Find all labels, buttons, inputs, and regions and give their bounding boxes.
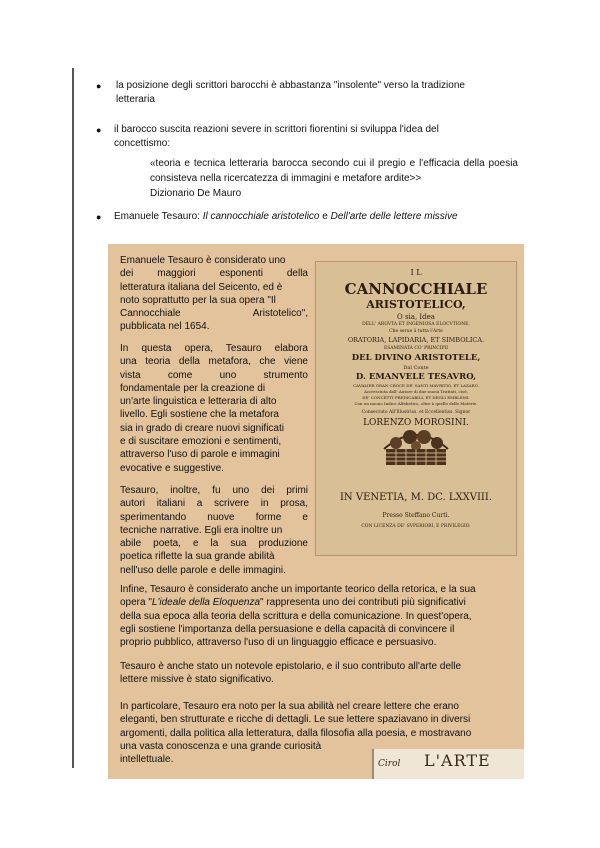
book-line: Accresciuta dall' Autore di due nuoui Trattati, cioè, (363, 389, 469, 394)
text-line: Tesauro, inoltre, fu uno dei primi (120, 485, 308, 496)
book-fragment-image (372, 749, 524, 779)
book-line: Dal Conte (403, 365, 429, 371)
book-line: DELL' ARGVTA ET INGENIOSA ELOCVTIONE, (362, 322, 470, 327)
flower-basket-ornament (366, 419, 466, 471)
text-line: tecniche narrative. Egli era inoltre un (120, 524, 283, 536)
bullet-line: la posizione degli scrittori barocchi è abbastanza "insolente" verso la tradizione (116, 80, 465, 91)
book-line: ARISTOTELICO, (366, 298, 466, 311)
bullet-dot-icon: ● (96, 212, 102, 222)
text-line (120, 596, 514, 609)
text-line: dei maggiori esponenti della (120, 268, 308, 280)
paragraph (120, 583, 514, 649)
text-line: poetica riflette la sua grande abilità (120, 551, 275, 563)
text-line: nell'uso delle parole e delle immagini. (120, 564, 286, 576)
book-line: D. EMANVELE TESAVRO, (355, 372, 477, 382)
text-line: intellettuale. (120, 754, 174, 766)
author-name: Emanuele Tesauro: (114, 211, 203, 222)
bullet-dot-icon: ● (96, 81, 102, 91)
paragraph (120, 484, 308, 577)
quote-text: «teoria e tecnica letteraria barocca secondo cui il pregio e l'efficacia della poesia consisteva nella ricercatezza di immagini e metafore ardite>> (150, 158, 518, 184)
image-text: L'ARTE (424, 751, 491, 770)
bullet-dot-icon: ● (96, 125, 102, 135)
book-line: ESAMINATA CO' PRINCIPII (383, 346, 449, 351)
book-line: CANNOCCHIALE (344, 280, 488, 298)
book-line: DEL DIVINO ARISTOTELE, (351, 353, 481, 363)
work-title: L'ideale della Eloquenza (151, 597, 261, 609)
text-line: vista come uno strumento (120, 369, 308, 381)
text-line: una teoria della metafora, che viene (120, 356, 308, 368)
text-line: proprio pubblico, attraverso l'uso di un linguaggio efficace e persuasivo. (120, 637, 437, 649)
book-title-page-image (315, 261, 517, 556)
text-line: Infine, Tesauro è considerato anche un importante teorico della retorica, e la sua (120, 584, 476, 595)
text-line: Emanuele Tesauro è considerato uno (120, 255, 286, 266)
text-line: noto soprattutto per la sua opera "Il (120, 294, 276, 306)
image-text: Cirol (378, 759, 401, 769)
work-title: Dell'arte delle lettere missive (330, 211, 458, 222)
book-line: I L (410, 268, 422, 277)
text-line: fondamentale per la creazione di (120, 382, 266, 394)
info-box (108, 244, 524, 779)
book-line: Che serue à tutta l'Arte (389, 329, 443, 334)
text-line: argomenti, dalla politica alla letteratura, dalla filosofia alla poesia, e mostravano (120, 727, 472, 739)
book-line: LORENZO MOROSINI. (363, 418, 469, 428)
text-line: abile poeta, e la sua produzione (120, 538, 308, 550)
text-line: Tesauro è anche stato un notevole epistolario, e il suo contributo all'arte delle (120, 661, 462, 672)
quote-source: Dizionario De Mauro (150, 188, 242, 199)
text-line: egli sostiene l'importanza della persuasione e della capacità di convincere il (120, 623, 455, 635)
book-line: CAVALIER GRAN CROCE DE' SANTI MAVRITIO, ET LAZARO. (353, 383, 479, 388)
text-line: livello. Egli sostiene che la metafora (120, 409, 279, 421)
text-line: pubblicata nel 1654. (120, 321, 210, 333)
text-line: sperimentando nuove forme e (120, 511, 308, 523)
text-line: Cannocchiale Aristotelico", (120, 308, 308, 320)
paragraph (120, 254, 308, 334)
text-line: attraverso l'uso di parole e immagini (120, 449, 280, 461)
text-line: della sua epoca alla teoria della scrittura e della comunicazione. In quest'opera, (120, 610, 472, 622)
text-line: In questa opera, Tesauro elabora (120, 343, 308, 354)
text-line: letteratura italiana del Seicento, ed è (120, 281, 283, 293)
book-line: Presso Steffano Curti. (382, 512, 450, 519)
text-line: e di suscitare emozioni e sentimenti, (120, 436, 282, 448)
bullet-line: concettismo: (114, 138, 171, 149)
book-line: CON LICENZA DE' SVPERIORI, E PRIVILEGIO. (361, 524, 471, 529)
text-line: una vasta conoscenza e una grande curiosità (120, 740, 322, 752)
connector: e (319, 211, 331, 222)
definition-quote (150, 156, 518, 201)
text-fragment: " rappresenta uno dei contributi più significativi (260, 597, 466, 609)
text-fragment: opera " (120, 597, 152, 609)
book-line: ORATORIA, LAPIDARIA, ET SIMBOLICA. (347, 336, 485, 344)
paragraph (120, 342, 308, 475)
text-line: autori italiani a scrivere in prosa, (120, 498, 308, 510)
book-line: DE' CONCETTI PREDICABILI, ET DEGLI EMBLEMI. (362, 395, 470, 400)
text-line: In particolare, Tesauro era noto per la sua abilità nel creare lettere che erano (120, 701, 459, 712)
text-line: eleganti, ben strutturate e ricche di dettagli. Le sue lettere spaziavano in diversi (120, 714, 471, 726)
left-margin-line (72, 68, 74, 768)
paragraph (120, 660, 514, 687)
text-line: sia in grado di creare nuovi significati (120, 422, 284, 434)
text-line: lettere missive è stato significativo. (120, 674, 274, 686)
book-line: Consecrato All'Illustriss. et Eccellentiss. Signor (361, 410, 471, 415)
text-line: evocative e suggestive. (120, 462, 224, 474)
work-title: Il cannocchiale aristotelico (202, 211, 320, 222)
book-line: O sia, Idea (397, 313, 435, 321)
bullet-line: il barocco suscita reazioni severe in scrittori fiorentini si sviluppa l'idea del (114, 124, 439, 135)
book-line: IN VENETIA, M. DC. LXXVIII. (339, 492, 493, 503)
bullet-line: letteraria (116, 94, 155, 105)
text-line: un'arte linguistica e letteraria di alto (120, 396, 277, 408)
book-line: Con un nuouo Indice Alfabetico, oltre à quello delle Materie. (354, 401, 478, 406)
